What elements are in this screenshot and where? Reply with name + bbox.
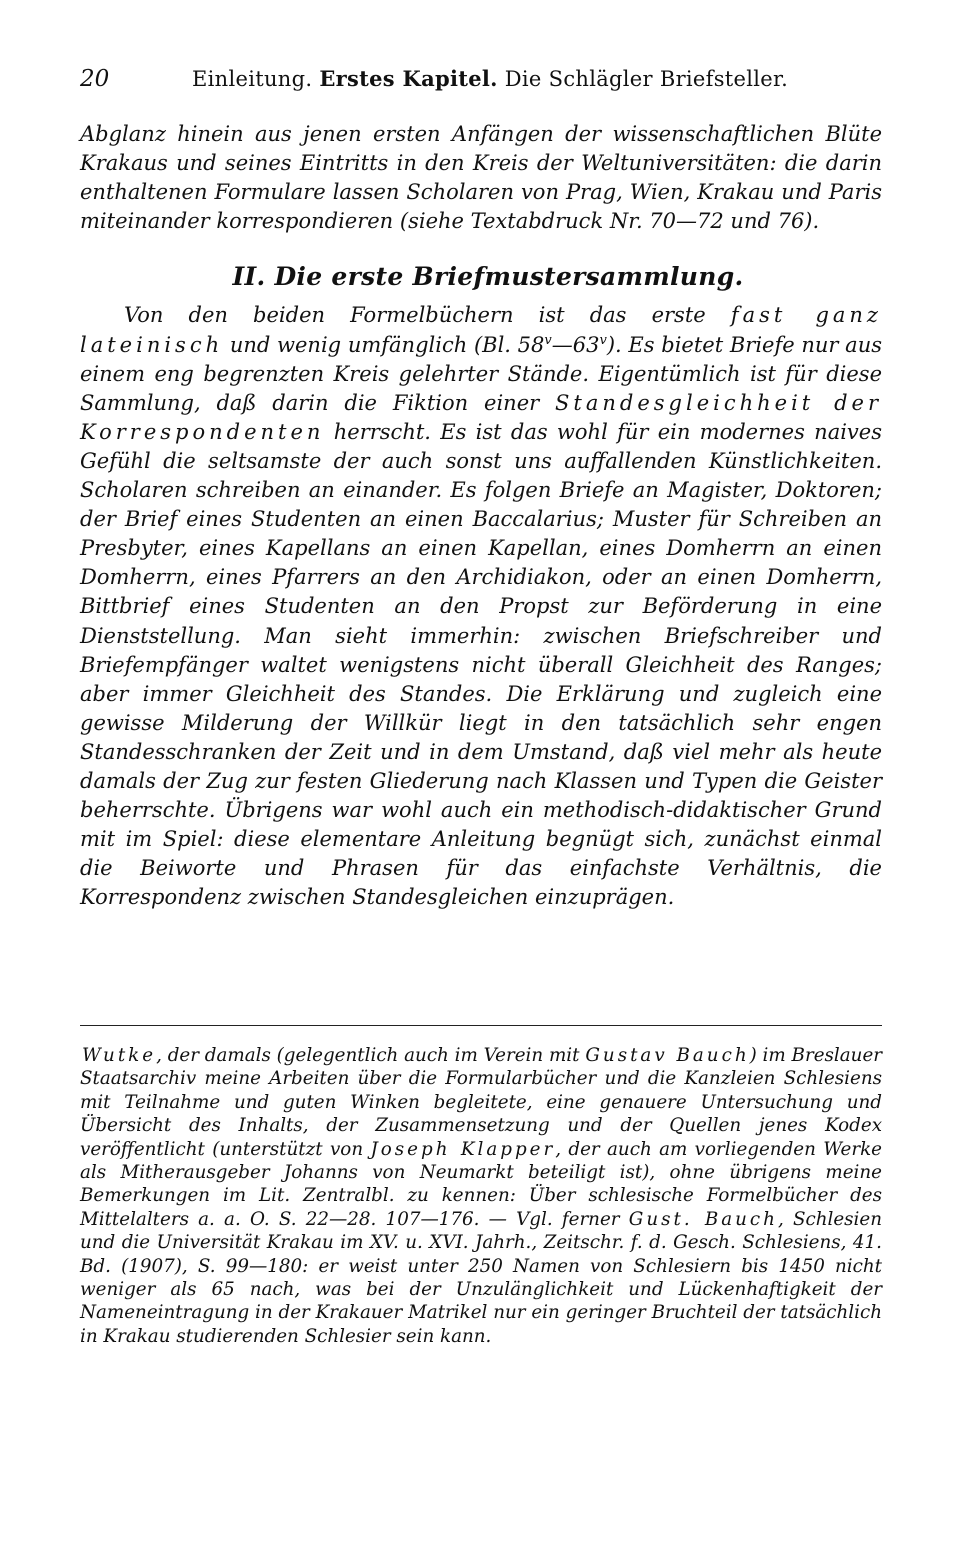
- text-run: —63: [551, 332, 600, 357]
- spaced-emphasis: fast ganz lateinisch: [80, 303, 882, 357]
- superscript: v: [544, 332, 552, 348]
- section-paragraph: [80, 301, 882, 912]
- text-run: , der damals (gelegentlich auch im Verein mit: [156, 1045, 586, 1066]
- spaced-emphasis: Standesgleichheit der Korrespondenten: [80, 390, 882, 444]
- chapter-label: Erstes Kapitel.: [319, 66, 498, 91]
- section-label: Einleitung.: [192, 67, 313, 91]
- running-header: [80, 58, 882, 98]
- text-run: Von den beiden Formelbüchern ist das erste: [124, 303, 731, 328]
- footnote: [80, 1044, 882, 1348]
- author-name: Gust. Bauch: [628, 1208, 778, 1230]
- author-name: Wutke: [82, 1045, 157, 1066]
- main-text: [80, 120, 882, 912]
- running-head-title: [192, 66, 788, 91]
- text-run: ). Es bietet Briefe nur aus einem eng begrenzten Kreis gelehrter Stände. Eigentümlich ist für diese Sammlung, daß darin die Fiktion einer: [80, 332, 882, 415]
- book-page: [80, 58, 882, 912]
- text-run: , Schlesien und die Universität Krakau im XV. u. XVI. Jahrh., Zeitschr. f. d. Gesch. Schlesiens, 41. Bd. (1907), S. 99—180: er weist unter 250 Namen von Schlesiern bis 1450 nicht weniger als 65 nach, was bei der Unzulänglichkeit und Lückenhaftigkeit der Nameneintragung in der Krakauer Matrikel nur ein geringer Bruchteil der tatsächlich in Krakau studierenden Schlesier sein kann.: [80, 1208, 882, 1347]
- chapter-title: Die Schlägler Briefsteller.: [504, 67, 789, 91]
- text-run: herrscht. Es ist das wohl für ein modernes naives Gefühl die seltsamste der auch sonst uns auffallenden Künstlichkeiten. Scholaren schreiben an einander. Es folgen Briefe an Magister, Doktoren; der Brief eines Studenten an einen Baccalarius; Muster für Schreiben an Presbyter, eines Kapellans an einen Kapellan, eines Domherrn an einen Domherrn, eines Pfarrers an den Archidiakon, oder an einen Domherrn, Bittbrief eines Studenten an den Propst zur Beförderung in eine Dienststellung. Man sieht immerhin: zwischen Briefschreiber und Briefempfänger waltet wenigstens nicht überall Gleichheit des Ranges; aber immer Gleichheit des Standes. Die Erklärung und zugleich eine gewisse Milderung der Willkür liegt in den tatsächlich sehr engen Standesschranken der Zeit und in dem Umstand, daß viel mehr als heute damals der Zug zur festen Gliederung nach Klassen und Typen die Geister beherrschte. Übrigens war wohl auch ein methodisch-didaktischer Grund mit im Spiel: diese elementare Anleitung begnügt sich, zunächst einmal die Beiworte und Phrasen für das einfachste Verhältnis, die Korrespondenz zwischen Standesgleichen einzuprägen.: [80, 419, 882, 910]
- page-number: 20: [80, 66, 110, 92]
- text-run: , der auch am vorliegenden Werke als Mitherausgeber Johanns von Neumarkt beteiligt ist), ohne übrigens meine Bemerkungen im Lit. Zentralbl. zu kennen: Über schlesische Formelbücher des Mittelalters a. a. O. S. 22—28. 107—176. — Vgl. ferner: [80, 1138, 882, 1230]
- continuation-paragraph: Abglanz hinein aus jenen ersten Anfängen der wissenschaftlichen Blüte Krakaus und seines Eintritts in den Kreis der Weltuniversitäten: die darin enthaltenen Formulare lassen Scholaren von Prag, Wien, Krakau und Paris miteinander korrespondieren (siehe Textabdruck Nr. 70—72 und 76).: [80, 122, 882, 234]
- text-run: und wenig umfänglich (Bl. 58: [223, 332, 545, 357]
- author-name: Gustav Bauch: [585, 1045, 750, 1066]
- superscript: v: [599, 332, 607, 348]
- author-name: Joseph Klapper: [370, 1138, 556, 1160]
- text-run: ) im Breslauer Staatsarchiv meine Arbeiten über die Formularbücher und die Kanzleien Schlesiens mit Teilnahme und guten Winken begleitete, eine genauere Untersuchung und Übersicht des Inhalts, der Zusammensetzung und der Quellen jenes Kodex veröffentlicht (unterstützt von: [80, 1045, 883, 1160]
- footnote-divider: [80, 1025, 882, 1026]
- section-heading: II. Die erste Briefmustersammlung.: [232, 262, 744, 292]
